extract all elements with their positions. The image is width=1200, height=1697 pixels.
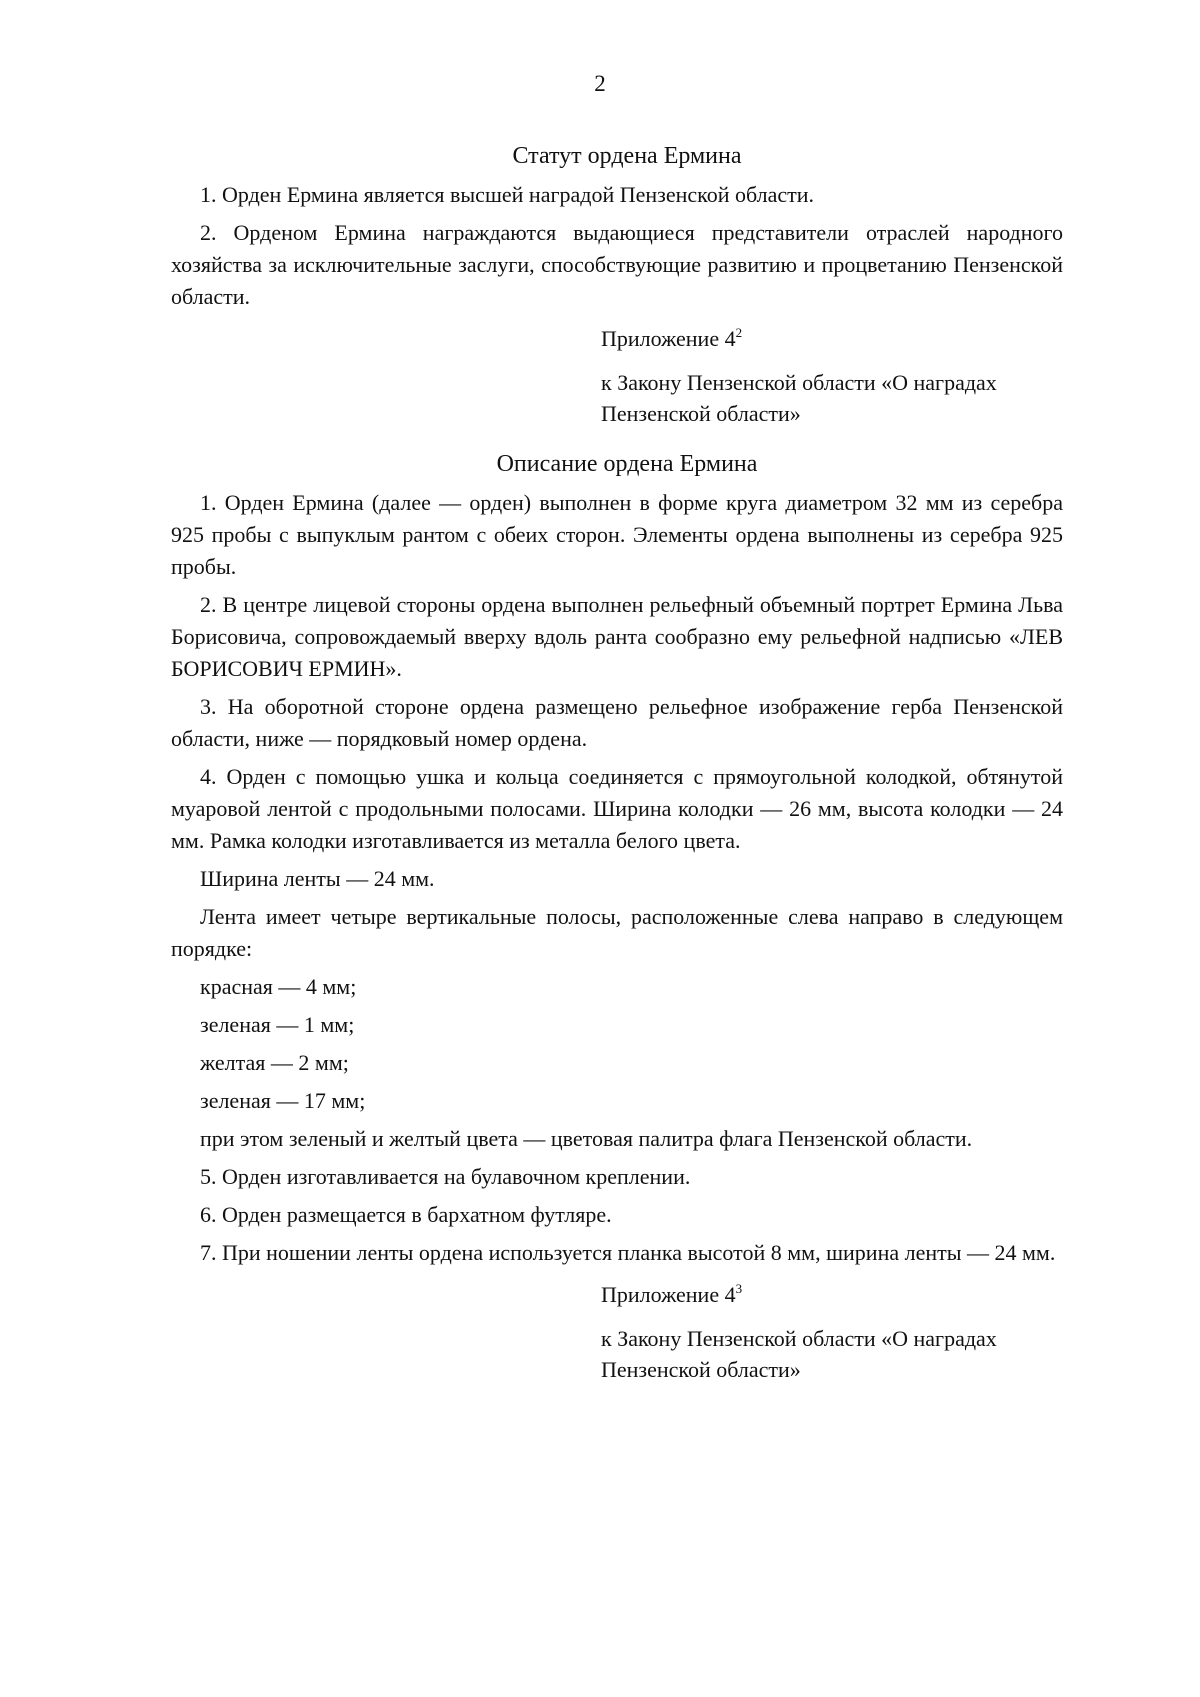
statute-item-1: 1. Орден Ермина является высшей наградой Пензенской области. — [200, 182, 815, 207]
appendix-4-2-superscript: 2 — [735, 325, 743, 340]
appendix-4-3-subtitle — [601, 1323, 1063, 1385]
description-paragraph-7: 7. При ношении ленты ордена используется планка высотой 8 мм, ширина ленты — 24 мм. — [200, 1240, 1056, 1265]
ribbon-width: Ширина ленты — 24 мм. — [200, 866, 435, 891]
palette-note: при этом зеленый и желтый цвета — цветовая палитра флага Пензенской области. — [200, 1126, 973, 1151]
description-heading: Описание ордена Ермина — [496, 451, 758, 477]
description-paragraph-3: 3. На оборотной стороне ордена размещено рельефное изображение герба Пензенской области, ниже — порядковый номер ордена. — [171, 694, 1063, 751]
appendix-4-2-title-text: Приложение 4 — [601, 326, 736, 351]
statute-section — [171, 139, 1063, 313]
stripe-item: красная — 4 мм; — [200, 974, 357, 999]
appendix-4-3-subtitle-line-1: к Закону Пензенской области «О наградах — [601, 1326, 997, 1351]
stripe-item: желтая — 2 мм; — [200, 1050, 349, 1075]
appendix-4-3-title-text: Приложение 4 — [601, 1282, 736, 1307]
appendix-4-2 — [601, 323, 1063, 429]
appendix-4-3-title — [601, 1279, 1063, 1311]
appendix-4-2-subtitle — [601, 367, 1063, 429]
description-paragraph-1: 1. Орден Ермина (далее — орден) выполнен в форме круга диаметром 32 мм из серебра 925 пробы с выпуклым рантом с обеих сторон. Элементы ордена выполнены из серебра 925 пробы. — [171, 490, 1063, 579]
appendix-4-3 — [601, 1279, 1063, 1385]
statute-heading: Статут ордена Ермина — [512, 143, 742, 169]
appendix-4-2-title — [601, 323, 1063, 355]
appendix-4-3-superscript: 3 — [735, 1281, 743, 1296]
page-number: 2 — [594, 71, 606, 96]
appendix-4-2-subtitle-line-2: Пензенской области» — [601, 401, 801, 426]
appendix-4-2-subtitle-line-1: к Закону Пензенской области «О наградах — [601, 370, 997, 395]
description-paragraph-2: 2. В центре лицевой стороны ордена выполнен рельефный объемный портрет Ермина Льва Борисовича, сопровождаемый вверху вдоль ранта сообразно ему рельефной надписью «ЛЕВ БОРИСОВИЧ ЕРМИН». — [171, 592, 1063, 681]
description-paragraph-6: 6. Орден размещается в бархатном футляре. — [200, 1202, 612, 1227]
description-paragraph-5: 5. Орден изготавливается на булавочном креплении. — [200, 1164, 691, 1189]
stripe-item: зеленая — 1 мм; — [200, 1012, 355, 1037]
statute-item-2: 2. Орденом Ермина награждаются выдающиеся представители отраслей народного хозяйства за исключительные заслуги, способствующие развитию и процветанию Пензенской области. — [171, 220, 1063, 309]
description-section — [171, 447, 1063, 1269]
description-paragraph-4: 4. Орден с помощью ушка и кольца соединяется с прямоугольной колодкой, обтянутой муаровой лентой с продольными полосами. Ширина колодки — 26 мм, высота колодки — 24 мм. Рамка колодки изготавливается из металла белого цвета. — [171, 764, 1063, 853]
stripes-intro: Лента имеет четыре вертикальные полосы, расположенные слева направо в следующем порядке: — [171, 904, 1063, 961]
stripe-item: зеленая — 17 мм; — [200, 1088, 366, 1113]
document-body — [171, 139, 1063, 1403]
appendix-4-3-subtitle-line-2: Пензенской области» — [601, 1357, 801, 1382]
